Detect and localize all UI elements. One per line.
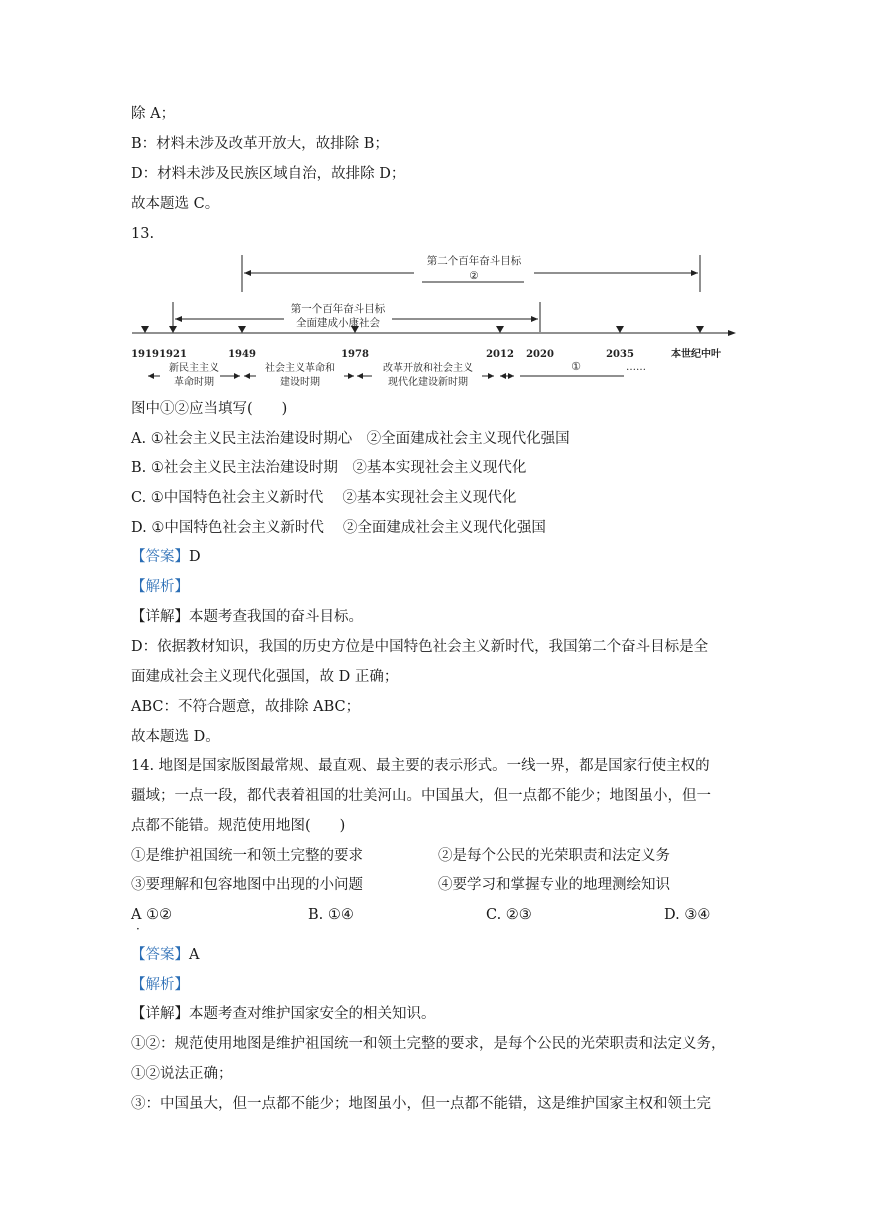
explanation-line: D：依据教材知识，我国的历史方位是中国特色社会主义新时代，我国第二个奋斗目标是全	[131, 639, 709, 655]
statement-item: ③要理解和包容地图中出现的小问题	[131, 877, 363, 893]
period-label: 改革开放和社会主义	[383, 363, 473, 374]
analysis-tag: 【解析】	[131, 579, 189, 595]
timeline-tick	[496, 326, 504, 333]
answer-tag: 【答案】	[131, 549, 189, 565]
detail-tag: 【详解】	[131, 1006, 189, 1022]
detail-line	[131, 607, 363, 627]
answer-line	[131, 547, 201, 567]
statement-item: ①是维护祖国统一和领土完整的要求	[131, 848, 363, 864]
period-label: 革命时期	[174, 377, 214, 388]
timeline-tick	[169, 326, 177, 333]
year-label: 1919	[131, 349, 159, 360]
explanation-line: ABC：不符合题意，故排除 ABC；	[131, 699, 361, 715]
option-a: A. ①社会主义民主法治建设时期心 ②全面建成社会主义现代化强国	[131, 431, 570, 447]
choice-c: C. ②③	[486, 907, 532, 923]
goal2-marker: ②	[469, 270, 479, 282]
period-marker: ①	[571, 360, 581, 373]
year-label: 本世纪中叶	[671, 349, 721, 360]
statement-item: ④要学习和掌握专业的地理测绘知识	[438, 877, 670, 893]
timeline-figure	[124, 246, 744, 396]
year-label: 2020	[526, 349, 554, 360]
answer-value: A	[189, 947, 200, 963]
detail-line	[131, 1004, 436, 1024]
text-line: 除 A；	[131, 106, 176, 122]
detail-tag: 【详解】	[131, 609, 189, 625]
text-line: D：材料未涉及民族区域自治，故排除 D；	[131, 166, 406, 182]
choice-d: D. ③④	[664, 907, 711, 923]
explanation-line: 面建成社会主义现代化强国，故 D 正确；	[131, 669, 399, 685]
option-b: B. ①社会主义民主法治建设时期 ②基本实现社会主义现代化	[131, 460, 527, 476]
question-stem: 图中①②应当填写( )	[131, 401, 288, 417]
detail-text: 本题考查对维护国家安全的相关知识。	[189, 1006, 436, 1022]
answer-tag: 【答案】	[131, 947, 189, 963]
choice-a: A ①②	[131, 907, 173, 923]
period-label: 建设时期	[280, 377, 320, 388]
goal1-sublabel: 全面建成小康社会	[296, 317, 380, 329]
timeline-tick	[696, 326, 704, 333]
goal1-label: 第一个百年奋斗目标	[290, 303, 386, 315]
option-c: C. ①中国特色社会主义新时代 ②基本实现社会主义现代化	[131, 490, 517, 506]
answer-line	[131, 945, 199, 965]
year-label: 2035	[606, 349, 634, 360]
year-label: 1949	[228, 349, 256, 360]
answer-value: D	[189, 549, 201, 565]
goal2-label: 第二个百年奋斗目标	[426, 255, 522, 267]
timeline-tick	[238, 326, 246, 333]
year-label: 2012	[486, 349, 514, 360]
period-label: 现代化建设新时期	[388, 377, 468, 388]
ellipsis: ……	[626, 362, 646, 373]
explanation-line: ①②：规范使用地图是维护祖国统一和领土完整的要求，是每个公民的光荣职责和法定义务，	[131, 1036, 726, 1052]
analysis-tag: 【解析】	[131, 977, 189, 993]
question-stem: 疆域；一点一段，都代表着祖国的壮美河山。中国虽大，但一点都不能少；地图虽小，但一	[131, 788, 711, 804]
text-line: 故本题选 C。	[131, 196, 220, 212]
choice-dot: ·	[136, 922, 140, 936]
text-line: B：材料未涉及改革开放大，故排除 B；	[131, 136, 389, 152]
question-stem: 14. 地图是国家版图最常规、最直观、最主要的表示形式。一线一界，都是国家行使主权的	[131, 758, 710, 774]
period-label: 社会主义革命和	[265, 363, 335, 374]
timeline-tick	[141, 326, 149, 333]
option-d: D. ①中国特色社会主义新时代 ②全面建成社会主义现代化强国	[131, 520, 546, 536]
explanation-line: ③：中国虽大，但一点都不能少；地图虽小，但一点都不能错，这是维护国家主权和领土完	[131, 1096, 711, 1112]
period-label: 新民主主义	[169, 363, 219, 374]
question-stem: 点都不能错。规范使用地图( )	[131, 818, 346, 834]
detail-text: 本题考查我国的奋斗目标。	[189, 609, 363, 625]
year-label: 1921	[159, 349, 187, 360]
timeline-tick	[616, 326, 624, 333]
question-number: 13.	[131, 226, 155, 242]
explanation-line: 故本题选 D。	[131, 729, 220, 745]
choice-b: B. ①④	[308, 907, 354, 923]
statement-item: ②是每个公民的光荣职责和法定义务	[438, 848, 670, 864]
year-label: 1978	[341, 349, 369, 360]
explanation-line: ①②说法正确；	[131, 1066, 233, 1082]
